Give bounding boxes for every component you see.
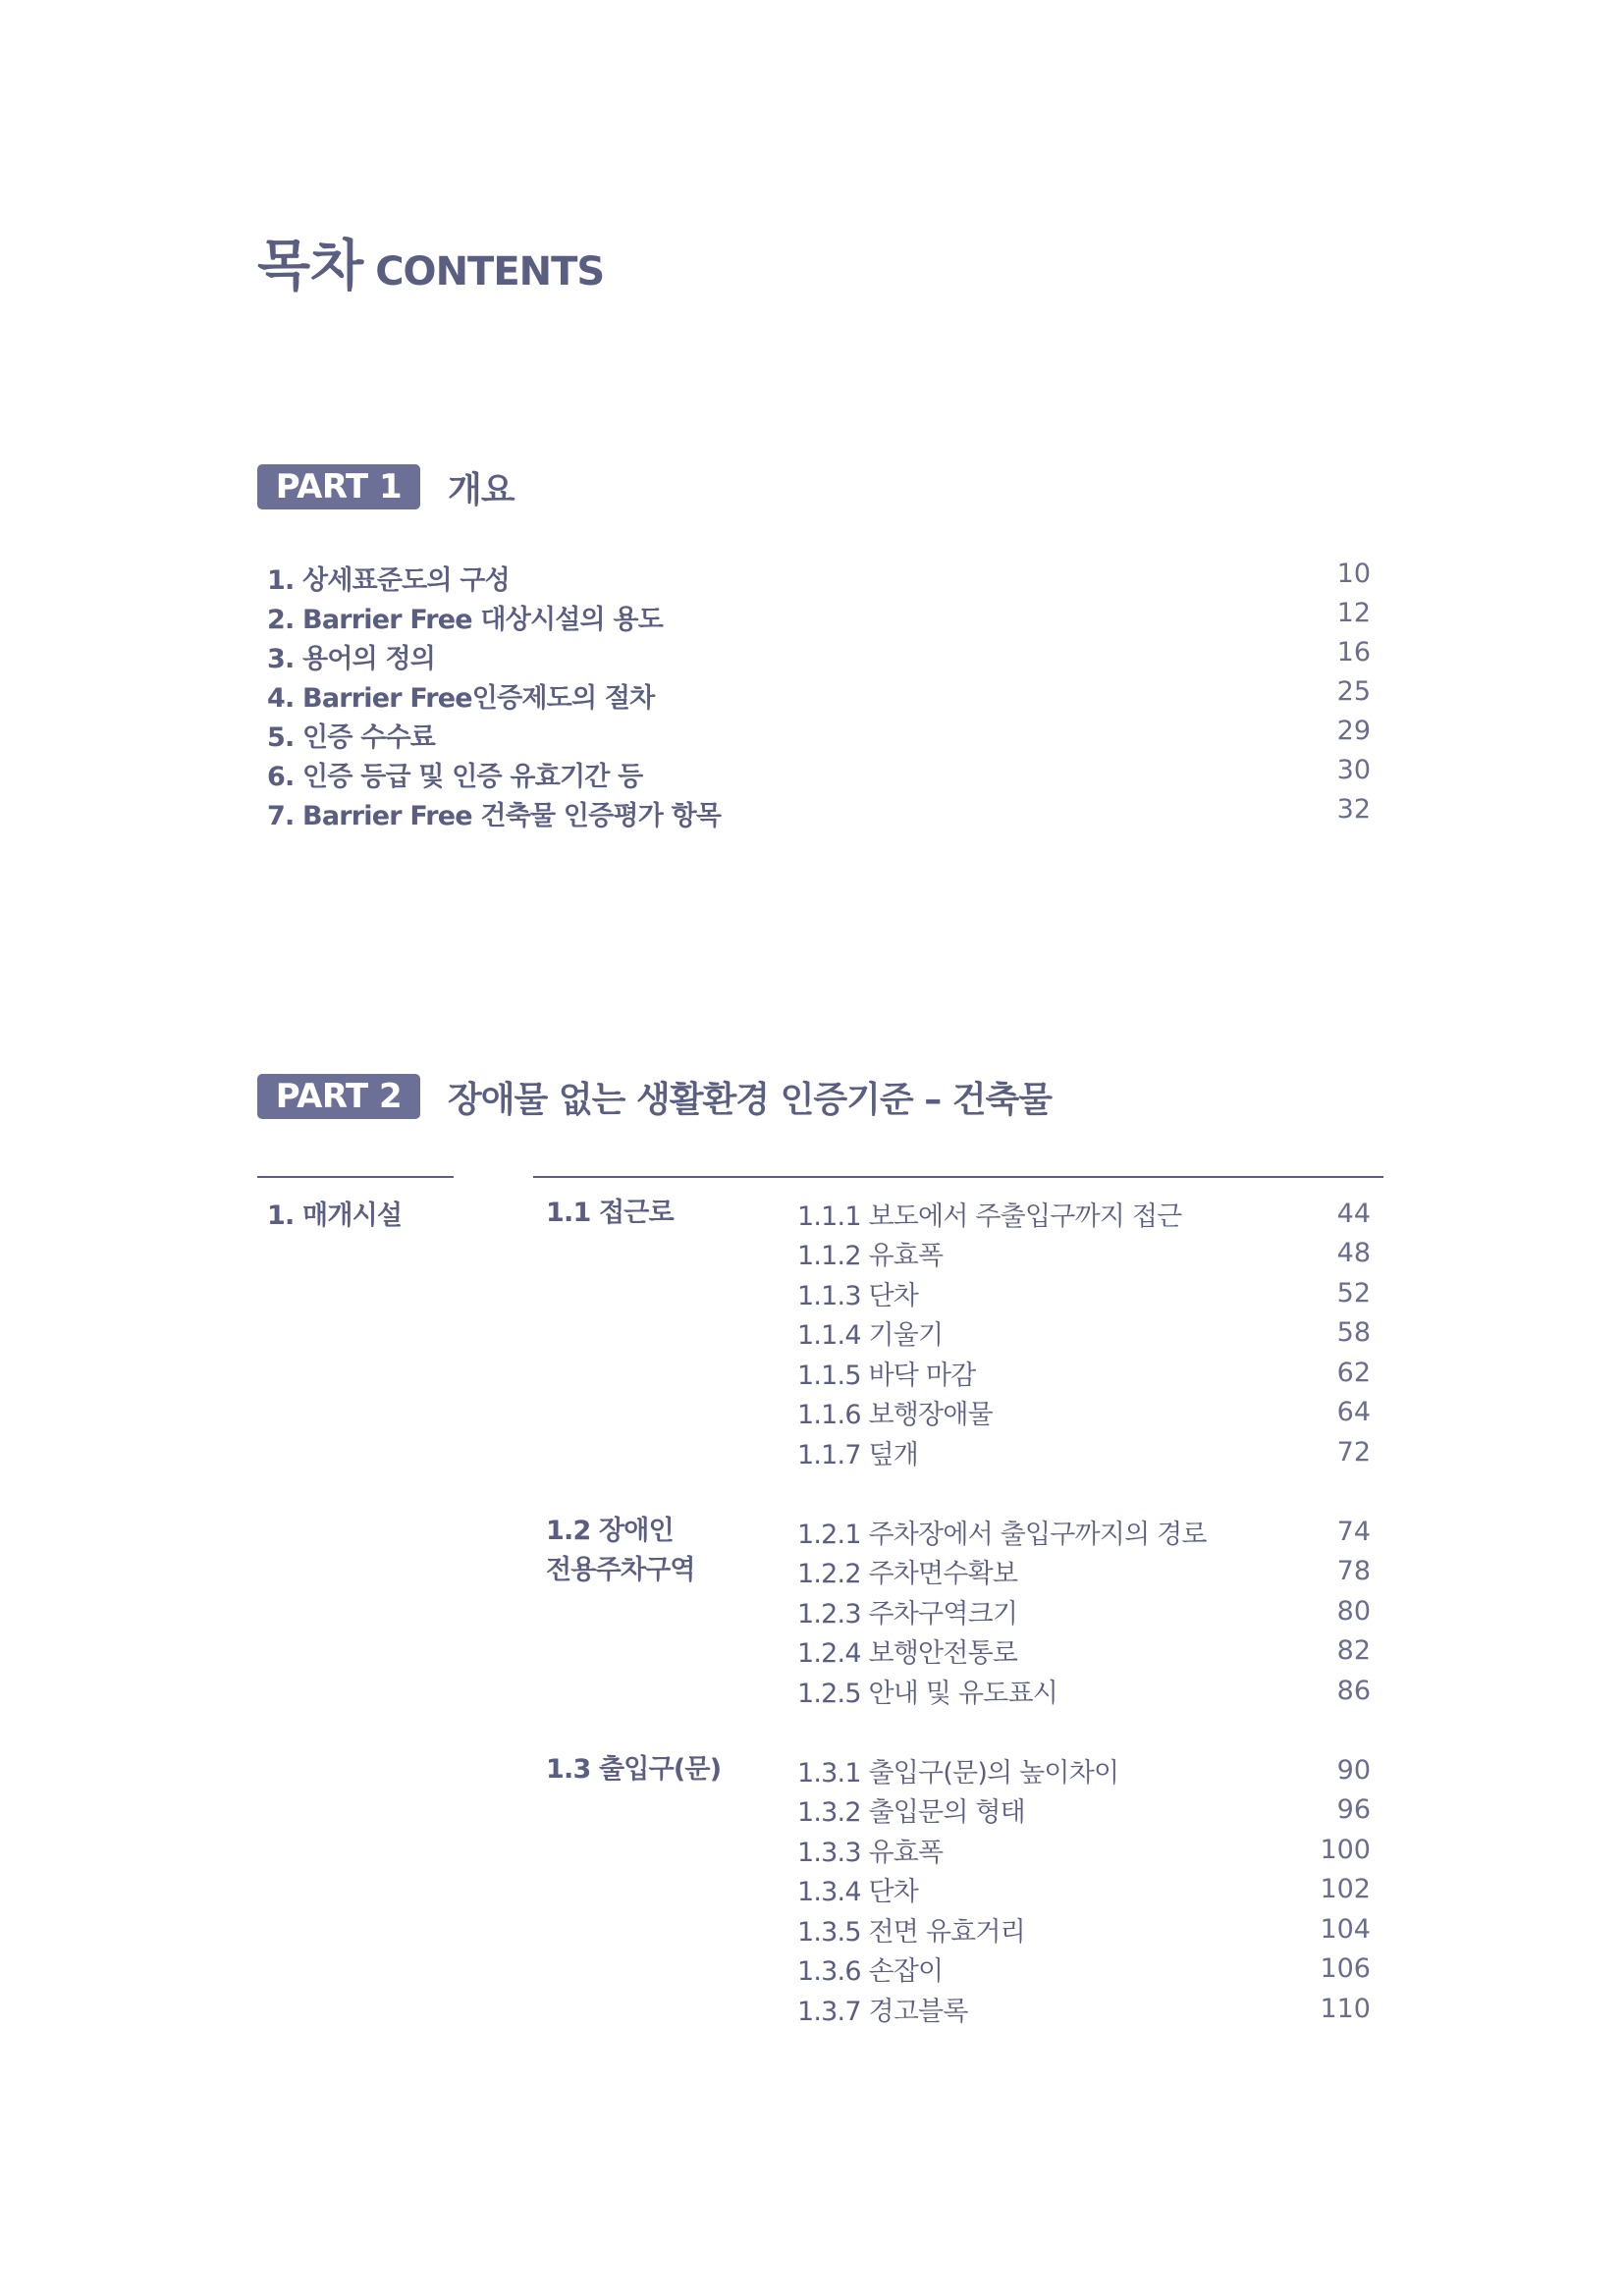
- toc-item[interactable]: [797, 1949, 1371, 1990]
- toc-item-label: 1.2.4 보행안전통로: [797, 1638, 1018, 1670]
- toc-entry-label: 3. 용어의 정의: [267, 643, 436, 674]
- toc-entry-page: 30: [1336, 754, 1371, 785]
- toc-item-page: 104: [1320, 1913, 1371, 1945]
- toc-item-label: 1.3.7 경고블록: [797, 1996, 968, 2027]
- category-label: 1. 매개시설: [267, 1201, 403, 1231]
- toc-item-label: 1.2.1 주차장에서 출입구까지의 경로: [797, 1519, 1207, 1550]
- toc-entry-label: 2. Barrier Free 대상시설의 용도: [267, 604, 663, 635]
- part1-badge: PART 1: [257, 464, 420, 509]
- section-items: [797, 1194, 1371, 1472]
- toc-item[interactable]: [797, 1909, 1371, 1949]
- toc-item-label: 1.3.6 손잡이: [797, 1956, 944, 1988]
- part1-toc: [267, 558, 1371, 832]
- toc-item[interactable]: [797, 1313, 1371, 1354]
- toc-item-page: 44: [1336, 1198, 1371, 1229]
- toc-item-page: 86: [1336, 1675, 1371, 1706]
- toc-item-page: 90: [1336, 1754, 1371, 1786]
- toc-entry-page: 16: [1336, 636, 1371, 667]
- toc-item[interactable]: [797, 1989, 1371, 2029]
- toc-item-page: 82: [1336, 1635, 1371, 1667]
- toc-item-page: 58: [1336, 1317, 1371, 1349]
- toc-item-label: 1.2.3 주차구역크기: [797, 1598, 1018, 1629]
- toc-entry[interactable]: [267, 675, 1371, 715]
- toc-item-page: 72: [1336, 1436, 1371, 1468]
- toc-item-label: 1.2.2 주차면수확보: [797, 1559, 1018, 1590]
- toc-item[interactable]: [797, 1273, 1371, 1313]
- toc-entry[interactable]: [267, 597, 1371, 636]
- toc-item-page: 106: [1320, 1953, 1371, 1985]
- toc-item-label: 1.3.1 출입구(문)의 높이차이: [797, 1757, 1119, 1789]
- toc-entry-page: 25: [1336, 675, 1371, 707]
- toc-item-page: 78: [1336, 1556, 1371, 1587]
- section-heading: [546, 1750, 721, 1789]
- sections-divider: [533, 1176, 1383, 1178]
- toc-item[interactable]: [797, 1830, 1371, 1870]
- toc-item[interactable]: [797, 1234, 1371, 1274]
- toc-entry-page: 12: [1336, 597, 1371, 628]
- toc-item[interactable]: [797, 1353, 1371, 1393]
- part1-header: [257, 464, 514, 509]
- toc-item[interactable]: [797, 1552, 1371, 1592]
- section-heading: [546, 1194, 674, 1233]
- toc-item[interactable]: [797, 1631, 1371, 1672]
- toc-entry-page: 32: [1336, 793, 1371, 825]
- toc-item[interactable]: [797, 1194, 1371, 1234]
- toc-entry-label: 1. 상세표준도의 구성: [267, 564, 510, 596]
- part2-badge: PART 2: [257, 1074, 420, 1119]
- toc-item[interactable]: [797, 1512, 1371, 1552]
- section-heading-line2: 전용주차구역: [546, 1555, 695, 1585]
- page-title: [257, 235, 605, 298]
- toc-item-page: 100: [1320, 1834, 1371, 1865]
- toc-item-page: 74: [1336, 1516, 1371, 1547]
- toc-item-page: 64: [1336, 1397, 1371, 1428]
- toc-item[interactable]: [797, 1393, 1371, 1433]
- page-title-english: CONTENTS: [375, 249, 605, 294]
- toc-entry-page: 29: [1336, 715, 1371, 746]
- toc-item[interactable]: [797, 1671, 1371, 1711]
- toc-item-label: 1.3.4 단차: [797, 1877, 919, 1908]
- toc-item[interactable]: [797, 1432, 1371, 1472]
- section-items: [797, 1512, 1371, 1711]
- toc-item-label: 1.1.1 보도에서 주출입구까지 접근: [797, 1201, 1182, 1232]
- toc-entry-label: 4. Barrier Free인증제도의 절차: [267, 682, 655, 714]
- toc-entry[interactable]: [267, 793, 1371, 832]
- toc-entry[interactable]: [267, 754, 1371, 793]
- toc-entry-label: 6. 인증 등급 및 인증 유효기간 등: [267, 761, 643, 792]
- toc-entry-label: 5. 인증 수수료: [267, 721, 436, 753]
- section-heading-line1: 1.3 출입구(문): [546, 1754, 722, 1785]
- toc-entry-label: 7. Barrier Free 건축물 인증평가 항목: [267, 800, 722, 831]
- section-heading: [546, 1512, 695, 1590]
- category-divider: [257, 1176, 454, 1178]
- toc-item-label: 1.1.5 바닥 마감: [797, 1360, 976, 1391]
- part1-title: 개요: [448, 469, 514, 510]
- toc-item-label: 1.1.7 덮개: [797, 1439, 919, 1470]
- toc-item-label: 1.2.5 안내 및 유도표시: [797, 1678, 1058, 1709]
- toc-item-page: 102: [1320, 1874, 1371, 1905]
- toc-item-page: 52: [1336, 1277, 1371, 1308]
- toc-entry[interactable]: [267, 636, 1371, 675]
- part2-title: 장애물 없는 생활환경 인증기준 – 건축물: [448, 1079, 1053, 1120]
- section-heading-line1: 1.1 접근로: [546, 1198, 674, 1228]
- toc-item[interactable]: [797, 1870, 1371, 1910]
- toc-item-page: 96: [1336, 1794, 1371, 1826]
- toc-item-page: 110: [1320, 1993, 1371, 2024]
- toc-item-page: 48: [1336, 1238, 1371, 1269]
- toc-item-label: 1.1.2 유효폭: [797, 1241, 944, 1272]
- toc-item-page: 80: [1336, 1595, 1371, 1627]
- toc-item[interactable]: [797, 1790, 1371, 1831]
- section-items: [797, 1750, 1371, 2029]
- toc-item-label: 1.3.5 전면 유효거리: [797, 1916, 1025, 1948]
- toc-item-page: 62: [1336, 1357, 1371, 1388]
- part2-header: [257, 1074, 1052, 1119]
- section-heading-line1: 1.2 장애인: [546, 1516, 674, 1546]
- toc-entry-page: 10: [1336, 558, 1371, 589]
- toc-item[interactable]: [797, 1591, 1371, 1631]
- toc-entry[interactable]: [267, 715, 1371, 754]
- toc-item-label: 1.1.4 기울기: [797, 1320, 944, 1352]
- toc-item[interactable]: [797, 1750, 1371, 1790]
- toc-item-label: 1.1.6 보행장애물: [797, 1400, 993, 1431]
- toc-item-label: 1.3.3 유효폭: [797, 1837, 944, 1868]
- toc-item-label: 1.3.2 출입문의 형태: [797, 1797, 1025, 1829]
- toc-item-label: 1.1.3 단차: [797, 1280, 919, 1311]
- page-title-korean: 목차: [257, 235, 364, 298]
- toc-entry[interactable]: [267, 558, 1371, 597]
